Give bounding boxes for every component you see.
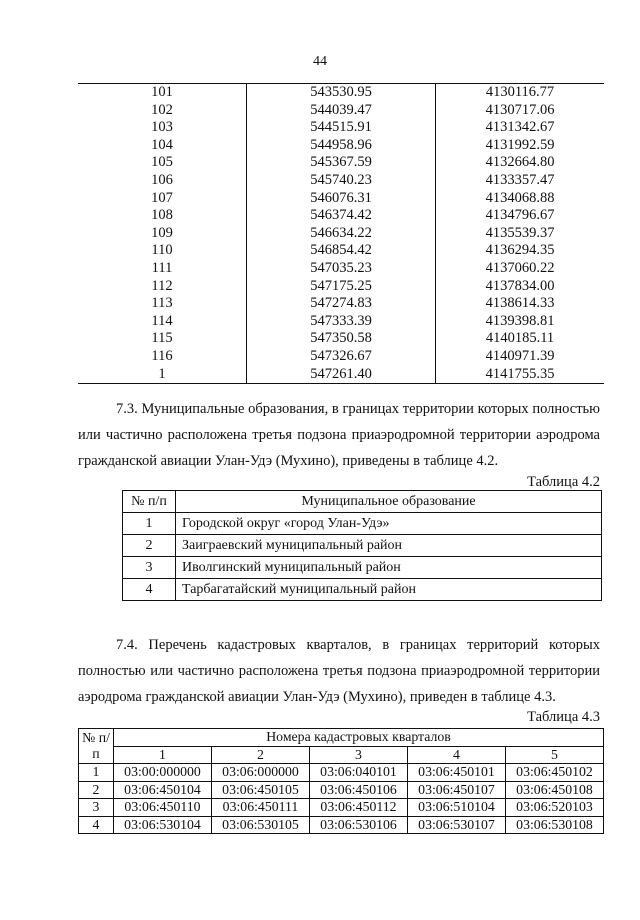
coordinate-x: 547350.58 bbox=[247, 330, 436, 348]
point-number: 106 bbox=[151, 171, 173, 188]
table-row bbox=[78, 348, 604, 366]
municipality-name: Тарбагатайский муниципальный район bbox=[176, 579, 602, 601]
point-number: 103 bbox=[151, 119, 173, 136]
table-row bbox=[79, 816, 604, 834]
cadastral-quarter: 03:06:450107 bbox=[408, 781, 506, 799]
point-number: 104 bbox=[151, 136, 173, 153]
cadastral-quarter: 03:06:450106 bbox=[310, 781, 408, 799]
cadastral-quarter: 03:06:450105 bbox=[212, 781, 310, 799]
coordinate-y: 4131342.67 bbox=[485, 119, 555, 136]
coordinate-y: 4138614.33 bbox=[485, 295, 555, 312]
paragraph-7-4: 7.4. Перечень кадастровых кварталов, в границах территорий которых полностью или частично расположена третья подзона приаэродромной территории аэродрома гражданской авиации Улан-Удэ (Мухино), приведен в таблице 4.3. bbox=[78, 637, 600, 705]
table-row bbox=[123, 535, 602, 557]
coordinate-y: 4139398.81 bbox=[485, 312, 555, 329]
row-number: 4 bbox=[79, 816, 114, 834]
coordinate-y: 4133357.47 bbox=[485, 171, 555, 188]
point-number: 114 bbox=[151, 312, 173, 329]
coordinate-y: 4130717.06 bbox=[485, 101, 555, 118]
table-row bbox=[78, 330, 604, 348]
cadastral-quarter: 03:06:040101 bbox=[310, 764, 408, 782]
table-row bbox=[79, 781, 604, 799]
table-row bbox=[78, 278, 604, 296]
column-header-municipality: Муниципальное образование bbox=[176, 491, 602, 513]
cadastral-quarter: 03:06:450104 bbox=[114, 781, 212, 799]
table-row bbox=[78, 119, 604, 137]
column-header-number: № п/п bbox=[79, 729, 114, 764]
coordinate-y: 4131992.59 bbox=[485, 136, 555, 153]
point-number: 108 bbox=[151, 207, 173, 224]
coordinate-x: 547175.25 bbox=[247, 278, 436, 296]
table-row bbox=[78, 242, 604, 260]
table-4-3-caption: Таблица 4.3 bbox=[527, 709, 600, 725]
row-number: 1 bbox=[123, 513, 176, 535]
table-row bbox=[78, 137, 604, 155]
coordinate-x: 544039.47 bbox=[247, 102, 436, 120]
column-number-header: 3 bbox=[310, 746, 408, 764]
cadastral-quarter: 03:00:000000 bbox=[114, 764, 212, 782]
municipal-table bbox=[122, 490, 602, 601]
coordinate-x: 547274.83 bbox=[247, 295, 436, 313]
coordinate-x: 547035.23 bbox=[247, 260, 436, 278]
column-number-header: 2 bbox=[212, 746, 310, 764]
table-row bbox=[123, 579, 602, 601]
coordinate-y: 4137834.00 bbox=[485, 277, 555, 294]
page-number: 44 bbox=[313, 54, 327, 69]
row-number: 3 bbox=[79, 799, 114, 817]
municipality-name: Заиграевский муниципальный район bbox=[176, 535, 602, 557]
coordinate-x: 547261.40 bbox=[247, 366, 436, 384]
coordinate-y: 4141755.35 bbox=[485, 365, 555, 382]
point-number: 112 bbox=[151, 277, 173, 294]
coordinate-x: 544515.91 bbox=[247, 119, 436, 137]
table-row bbox=[78, 366, 604, 384]
column-header-group: Номера кадастровых кварталов bbox=[114, 729, 604, 747]
point-number: 111 bbox=[151, 259, 173, 276]
cadastral-quarter: 03:06:530108 bbox=[506, 816, 604, 834]
table-row bbox=[79, 799, 604, 817]
cadastral-quarter: 03:06:000000 bbox=[212, 764, 310, 782]
coordinate-y: 4137060.22 bbox=[485, 259, 555, 276]
table-row bbox=[78, 84, 604, 102]
coordinate-x: 547326.67 bbox=[247, 348, 436, 366]
table-row bbox=[78, 190, 604, 208]
municipality-name: Иволгинский муниципальный район bbox=[176, 557, 602, 579]
coordinate-y: 4136294.35 bbox=[485, 242, 555, 259]
cadastral-quarter: 03:06:450101 bbox=[408, 764, 506, 782]
cadastral-quarter: 03:06:450112 bbox=[310, 799, 408, 817]
column-number-header: 4 bbox=[408, 746, 506, 764]
cadastral-quarter: 03:06:530105 bbox=[212, 816, 310, 834]
cadastral-quarter: 03:06:530104 bbox=[114, 816, 212, 834]
table-row bbox=[78, 207, 604, 225]
cadastral-quarter: 03:06:530107 bbox=[408, 816, 506, 834]
point-number: 113 bbox=[151, 295, 173, 312]
coordinate-y: 4134068.88 bbox=[485, 189, 555, 206]
cadastral-quarter: 03:06:510104 bbox=[408, 799, 506, 817]
coordinate-x: 546634.22 bbox=[247, 225, 436, 243]
point-number: 116 bbox=[151, 347, 173, 364]
row-number: 2 bbox=[123, 535, 176, 557]
table-row bbox=[78, 172, 604, 190]
coordinate-x: 547333.39 bbox=[247, 313, 436, 331]
row-number: 1 bbox=[79, 764, 114, 782]
point-number: 1 bbox=[158, 365, 166, 382]
coordinate-x: 543530.95 bbox=[247, 84, 436, 102]
row-number: 4 bbox=[123, 579, 176, 601]
coordinate-y: 4130116.77 bbox=[485, 84, 555, 100]
coordinate-y: 4132664.80 bbox=[485, 154, 555, 171]
row-number: 2 bbox=[79, 781, 114, 799]
table-row bbox=[78, 102, 604, 120]
point-number: 107 bbox=[151, 189, 173, 206]
row-number: 3 bbox=[123, 557, 176, 579]
coordinate-x: 546076.31 bbox=[247, 190, 436, 208]
table-row bbox=[123, 557, 602, 579]
table-row bbox=[78, 295, 604, 313]
point-number: 102 bbox=[151, 101, 173, 118]
cadastral-quarter: 03:06:450111 bbox=[212, 799, 310, 817]
table-row bbox=[123, 513, 602, 535]
coordinate-y: 4134796.67 bbox=[485, 207, 555, 224]
cadastral-quarter: 03:06:450110 bbox=[114, 799, 212, 817]
municipality-name: Городской округ «город Улан-Удэ» bbox=[176, 513, 602, 535]
cadastral-table bbox=[78, 728, 604, 834]
paragraph-7-3: 7.3. Муниципальные образования, в границах территории которых полностью или частично расположена третья подзона приаэродромной территории аэродрома гражданской авиации Улан-Удэ (Мухино), приведены в таблице 4.2. bbox=[78, 401, 600, 469]
coordinate-x: 545740.23 bbox=[247, 172, 436, 190]
cadastral-quarter: 03:06:520103 bbox=[506, 799, 604, 817]
coordinates-table bbox=[78, 83, 604, 384]
coordinate-x: 545367.59 bbox=[247, 154, 436, 172]
cadastral-quarter: 03:06:450108 bbox=[506, 781, 604, 799]
column-header-number: № п/п bbox=[123, 491, 176, 513]
column-number-header: 5 bbox=[506, 746, 604, 764]
table-row bbox=[79, 764, 604, 782]
point-number: 115 bbox=[151, 330, 173, 347]
point-number: 109 bbox=[151, 224, 173, 241]
coordinate-x: 546854.42 bbox=[247, 242, 436, 260]
coordinate-y: 4140971.39 bbox=[485, 347, 555, 364]
table-4-2-caption: Таблица 4.2 bbox=[527, 474, 600, 490]
coordinate-y: 4135539.37 bbox=[485, 224, 555, 241]
point-number: 110 bbox=[151, 242, 173, 259]
table-row bbox=[78, 260, 604, 278]
cadastral-quarter: 03:06:530106 bbox=[310, 816, 408, 834]
column-number-header: 1 bbox=[114, 746, 212, 764]
coordinate-x: 544958.96 bbox=[247, 137, 436, 155]
coordinate-x: 546374.42 bbox=[247, 207, 436, 225]
table-row bbox=[78, 225, 604, 243]
point-number: 105 bbox=[151, 154, 173, 171]
table-row bbox=[78, 154, 604, 172]
cadastral-quarter: 03:06:450102 bbox=[506, 764, 604, 782]
point-number: 101 bbox=[151, 84, 173, 100]
coordinate-y: 4140185.11 bbox=[485, 330, 555, 347]
table-row bbox=[78, 313, 604, 331]
